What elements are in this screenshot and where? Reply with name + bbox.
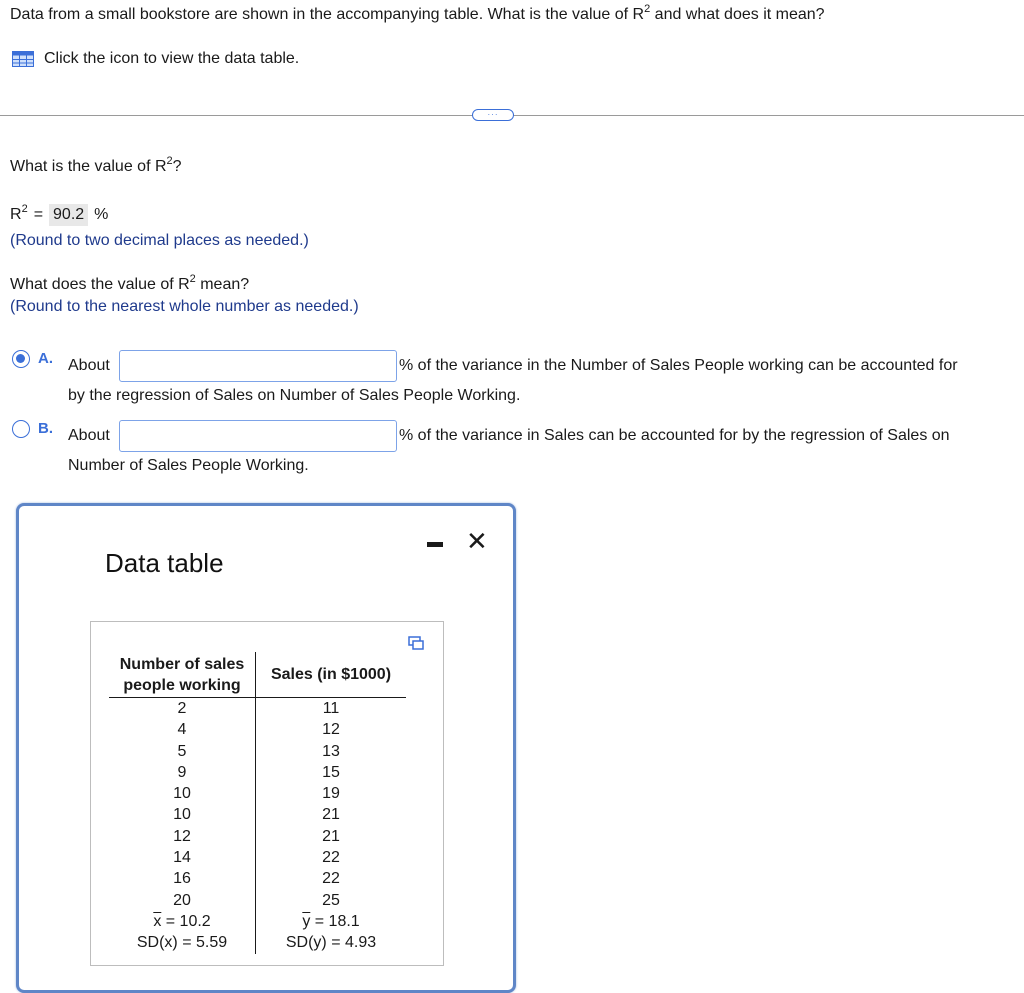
- table-cell: 19: [322, 785, 340, 803]
- close-icon[interactable]: ✕: [466, 526, 488, 556]
- view-data-table-link[interactable]: [12, 50, 299, 68]
- header-number-of-sales-people: Number of sales people working: [109, 652, 255, 698]
- table-cell: 14: [173, 849, 191, 867]
- r2-meaning-question: What does the value of $R^2$ mean?: [10, 273, 250, 293]
- column-number-of-sales-people: [109, 652, 255, 954]
- data-table: [90, 621, 444, 966]
- y-mean: $\overline{y} = 18.1$: [302, 912, 360, 930]
- r2-answer-value[interactable]: 90.2: [49, 204, 88, 226]
- option-b-text-line1: % of the variance in Sales can be accounted for by the regression of Sales on: [399, 427, 950, 444]
- table-cell: 2: [177, 700, 187, 717]
- table-cell: 22: [322, 849, 340, 867]
- option-b-radio[interactable]: [12, 420, 30, 438]
- question-text: Data from a small bookstore are shown in the accompanying table. What is the value of $R^2$ and what does it mean?: [10, 3, 825, 23]
- x-mean: $\overline{x} = 10.2$: [153, 912, 211, 930]
- column-sales: [255, 652, 406, 954]
- x-sd: SD(x) = 5.59: [136, 934, 228, 952]
- table-cell: 22: [322, 870, 340, 888]
- option-a-label: A.: [38, 350, 53, 367]
- option-a-input[interactable]: [119, 350, 397, 382]
- more-button[interactable]: ···: [472, 109, 514, 121]
- option-b-prefix: About: [68, 427, 110, 444]
- table-cell: 10: [173, 806, 191, 824]
- copy-icon[interactable]: [408, 636, 424, 650]
- table-cell: 10: [173, 785, 191, 803]
- r2-answer-line: $R^2$ = 90.2 %: [10, 204, 108, 226]
- minimize-icon[interactable]: [427, 542, 443, 547]
- table-cell: 16: [173, 870, 191, 888]
- option-b-text-line2: Number of Sales People Working.: [68, 457, 309, 474]
- option-a-radio[interactable]: [12, 350, 30, 368]
- y-sd: SD(y) = 4.93: [285, 934, 377, 952]
- option-a-prefix: About: [68, 357, 110, 374]
- table-cell: 12: [322, 721, 340, 739]
- table-cell: 21: [322, 806, 340, 824]
- round-hint-2: (Round to the nearest whole number as needed.): [10, 298, 359, 315]
- round-hint-1: (Round to two decimal places as needed.): [10, 232, 309, 249]
- table-cell: 25: [322, 891, 340, 909]
- table-cell: 11: [322, 700, 340, 717]
- dialog-title: Data table: [105, 548, 224, 578]
- header-sales: Sales (in $1000): [256, 652, 406, 698]
- table-cell: 13: [322, 742, 340, 760]
- table-cell: 9: [177, 763, 187, 781]
- data-table-dialog: [16, 503, 516, 993]
- option-a-text-line1: % of the variance in the Number of Sales People working can be accounted for: [399, 357, 958, 374]
- option-b-input[interactable]: [119, 420, 397, 452]
- table-cell: 12: [173, 827, 191, 845]
- table-cell: 5: [177, 742, 187, 760]
- table-cell: 20: [173, 891, 191, 909]
- grid-table-icon[interactable]: [12, 51, 34, 67]
- table-cell: 15: [322, 763, 340, 781]
- option-a-text-line2: by the regression of Sales on Number of Sales People Working.: [68, 387, 521, 404]
- table-cell: 4: [177, 721, 187, 739]
- r2-question: What is the value of $R^2$?: [10, 155, 182, 175]
- view-data-table-text[interactable]: Click the icon to view the data table.: [44, 50, 300, 67]
- option-b-label: B.: [38, 420, 53, 437]
- table-cell: 21: [322, 827, 340, 845]
